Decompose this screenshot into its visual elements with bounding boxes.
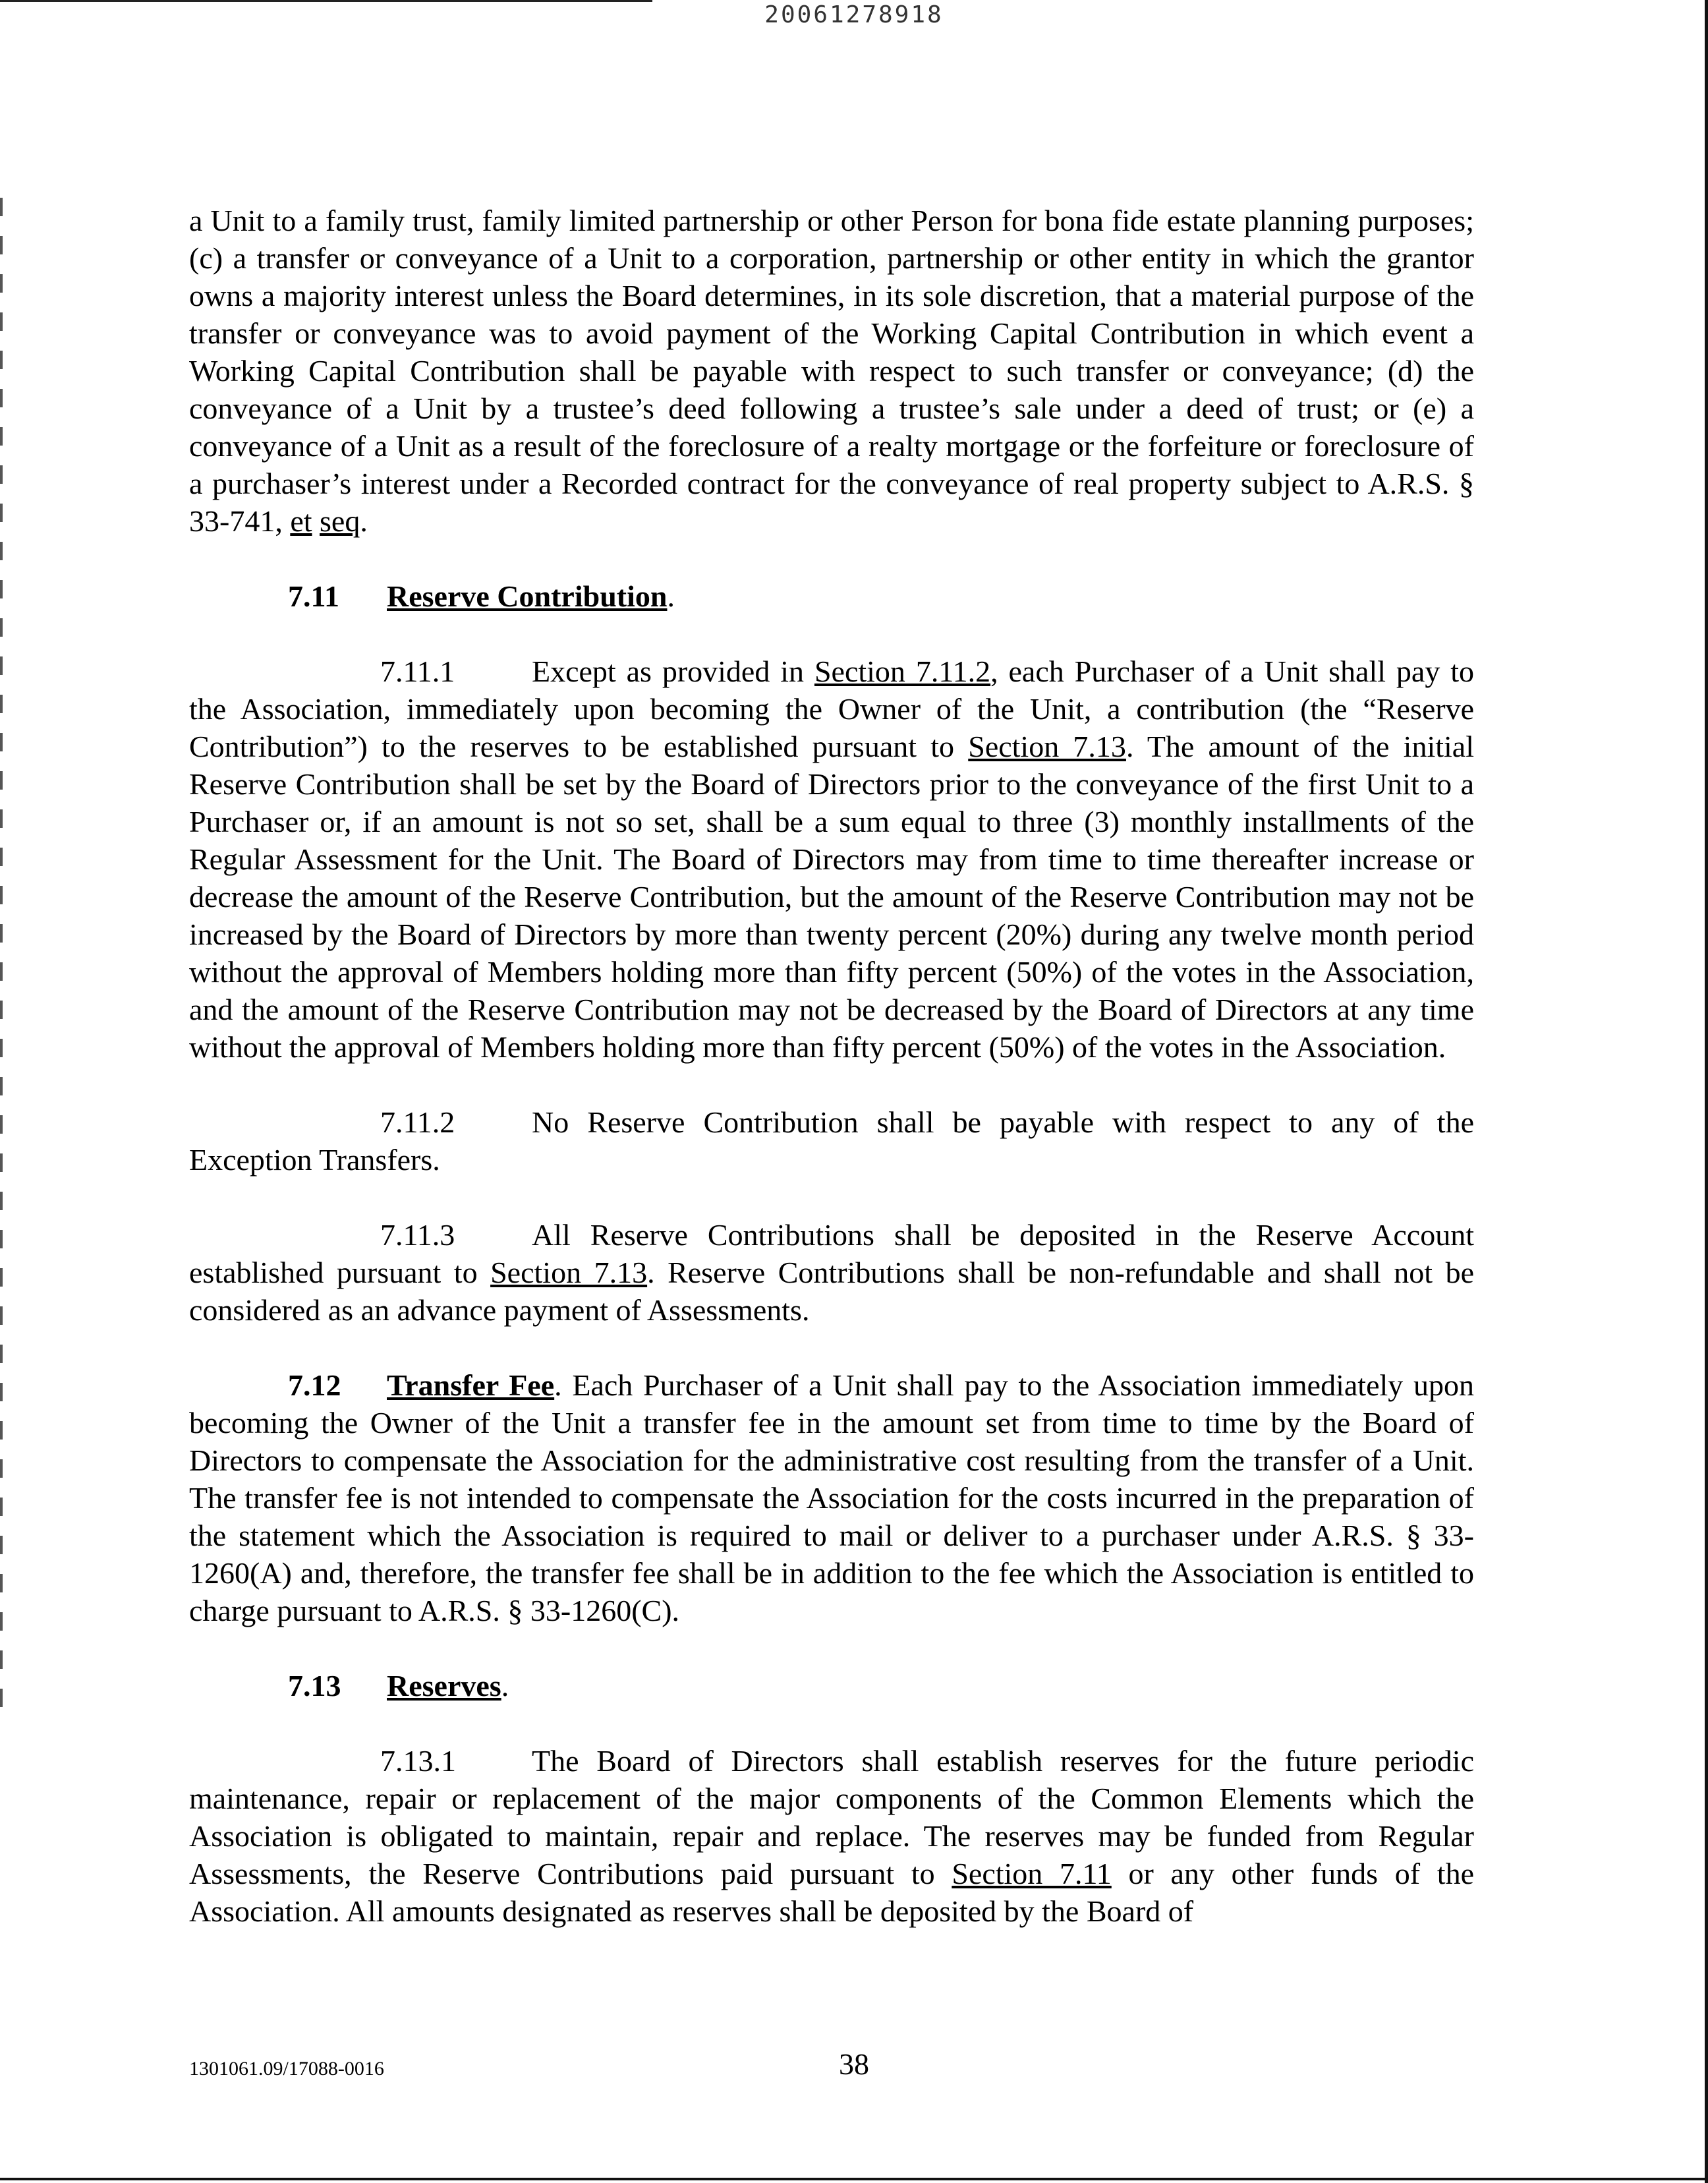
section-heading-7-13: 7.13 Reserves. bbox=[189, 1667, 1474, 1704]
document-body bbox=[189, 202, 1474, 1930]
et-text: et bbox=[290, 504, 312, 538]
seq-text: seq bbox=[320, 504, 360, 538]
right-scan-edge bbox=[1705, 0, 1708, 2183]
subsection-7-11-2: 7.11.2 No Reserve Contribution shall be payable with respect to any of the Exception Transfers. bbox=[189, 1103, 1474, 1179]
section-heading-7-11: 7.11 Reserve Contribution. bbox=[189, 577, 1474, 615]
section-title: Reserve Contribution bbox=[387, 579, 668, 613]
subsection-7-13-1: 7.13.1 The Board of Directors shall establish reserves for the future periodic maintenance, repair or replacement of the major components of the Common Elements which the Association is obligated to maintain, repair and replace. The reserves may be funded from Regular Assessments, the Reserve Contributions paid pursuant to Section 7.11 or any other funds of the Association. All amounts designated as reserves shall be deposited by the Board of bbox=[189, 1742, 1474, 1930]
subsection-number: 7.13.1 bbox=[380, 1744, 456, 1778]
page-number: 38 bbox=[839, 2047, 869, 2081]
left-margin-marks bbox=[0, 198, 3, 1714]
subsection-number: 7.11.1 bbox=[380, 655, 455, 688]
section-reference: Section 7.13 bbox=[968, 730, 1126, 763]
section-number: 7.13 bbox=[288, 1669, 341, 1703]
subsection-number: 7.11.3 bbox=[380, 1218, 455, 1252]
bottom-scan-rule bbox=[0, 2178, 1708, 2180]
recording-number: 20061278918 bbox=[764, 1, 944, 28]
section-reference: Section 7.11 bbox=[952, 1857, 1112, 1890]
section-title: Transfer Fee bbox=[387, 1368, 555, 1402]
document-id: 1301061.09/17088-0016 bbox=[189, 2058, 384, 2080]
section-7-12: 7.12 Transfer Fee. Each Purchaser of a Unit shall pay to the Association immediately upon becoming the Owner of the Unit a transfer fee in the amount set from time to time by the Board of Directors to compensate the Association for the administrative cost resulting from the transfer of a Unit. The transfer fee is not intended to compensate the Association for the costs incurred in the preparation of the statement which the Association is required to mail or deliver to a purchaser under A.R.S. § 33-1260(A) and, therefore, the transfer fee shall be in addition to the fee which the Association is entitled to charge pursuant to A.R.S. § 33-1260(C). bbox=[189, 1366, 1474, 1629]
section-title: Reserves bbox=[387, 1669, 501, 1703]
section-number: 7.11 bbox=[288, 579, 339, 613]
continued-paragraph: a Unit to a family trust, family limited partnership or other Person for bona fide estate planning purposes; (c) a transfer or conveyance of a Unit to a corporation, partnership or other entity in which the grantor owns a majority interest unless the Board determines, in its sole discretion, that a material purpose of the transfer or conveyance was to avoid payment of the Working Capital Contribution in which event a Working Capital Contribution shall be payable with respect to such transfer or conveyance; (d) the conveyance of a Unit by a trustee’s deed following a trustee’s sale under a deed of trust; or (e) a conveyance of a Unit as a result of the foreclosure of a realty mortgage or the forfeiture or foreclosure of a purchaser’s interest under a Recorded contract for the conveyance of real property subject to A.R.S. § 33-741, et seq. bbox=[189, 204, 1474, 538]
subsection-7-11-1: 7.11.1 Except as provided in Section 7.11.2, each Purchaser of a Unit shall pay to the Association, immediately upon becoming the Owner of the Unit, a contribution (the “Reserve Contribution”) to the reserves to be established pursuant to Section 7.13. The amount of the initial Reserve Contribution shall be set by the Board of Directors prior to the conveyance of the first Unit to a Purchaser or, if an amount is not so set, shall be a sum equal to three (3) monthly installments of the Regular Assessment for the Unit. The Board of Directors may from time to time thereafter increase or decrease the amount of the Reserve Contribution, but the amount of the Reserve Contribution may not be increased by the Board of Directors by more than twenty percent (20%) during any twelve month period without the approval of Members holding more than fifty percent (50%) of the votes in the Association, and the amount of the Reserve Contribution may not be decreased by the Board of Directors at any time without the approval of Members holding more than fifty percent (50%) of the votes in the Association. bbox=[189, 653, 1474, 1066]
subsection-7-11-3: 7.11.3 All Reserve Contributions shall be deposited in the Reserve Account established pursuant to Section 7.13. Reserve Contributions shall be non-refundable and shall not be considered as an advance payment of Assessments. bbox=[189, 1216, 1474, 1329]
section-reference: Section 7.13 bbox=[490, 1256, 648, 1289]
section-reference: Section 7.11.2 bbox=[814, 655, 991, 688]
section-number: 7.12 bbox=[288, 1368, 341, 1402]
subsection-number: 7.11.2 bbox=[380, 1105, 455, 1139]
